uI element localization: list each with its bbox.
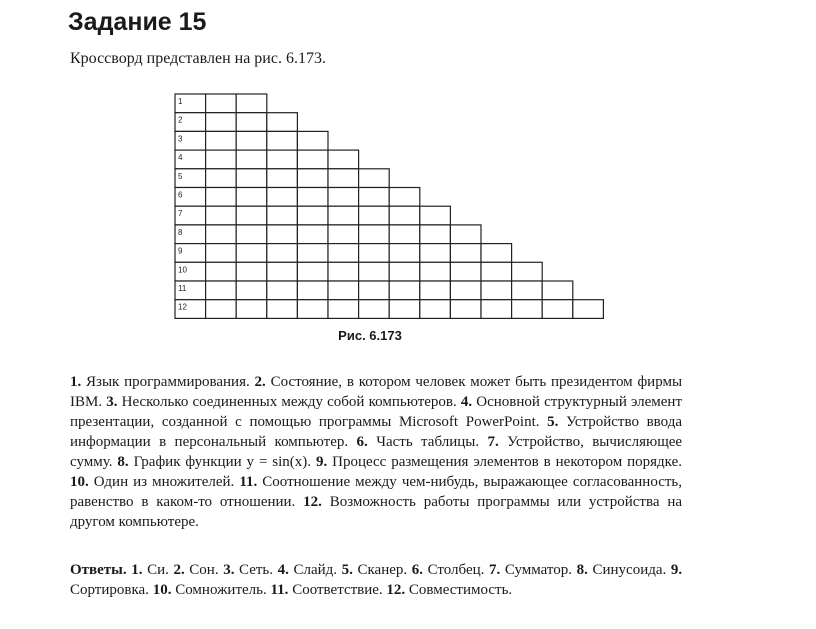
grid-cell bbox=[512, 300, 543, 319]
grid-cell bbox=[542, 300, 573, 319]
grid-cell bbox=[236, 113, 267, 132]
grid-cell bbox=[236, 244, 267, 263]
grid-cell bbox=[297, 300, 328, 319]
row-number-label: 9 bbox=[178, 246, 183, 256]
row-number-label: 8 bbox=[178, 227, 183, 237]
grid-cell bbox=[420, 206, 451, 225]
grid-cell bbox=[573, 300, 604, 319]
answer-number: 5. bbox=[341, 562, 353, 578]
grid-cell bbox=[328, 262, 359, 281]
grid-cell bbox=[206, 300, 237, 319]
answer-text: Сортировка. bbox=[70, 582, 149, 598]
clue-number: 7. bbox=[487, 434, 499, 450]
grid-cell bbox=[297, 206, 328, 225]
grid-cell bbox=[297, 225, 328, 244]
answer-number: 8. bbox=[576, 562, 588, 578]
grid-cell bbox=[450, 225, 481, 244]
clue bbox=[117, 454, 311, 470]
answer bbox=[278, 562, 337, 578]
answer-number: 10. bbox=[152, 582, 172, 598]
answer bbox=[271, 582, 383, 598]
clue-text: Основной структурный элемент презентации, созданной с помощью программы Microsoft PowerPoint. bbox=[70, 394, 683, 430]
answer bbox=[577, 562, 667, 578]
answers-label: Ответы. bbox=[70, 562, 127, 578]
clue-text: Процесс размещения элементов в некотором порядке. bbox=[332, 454, 683, 470]
grid-cell bbox=[236, 281, 267, 300]
answer bbox=[489, 562, 572, 578]
row-number-label: 1 bbox=[178, 97, 183, 106]
grid-cell bbox=[359, 244, 390, 263]
row-number-label: 3 bbox=[178, 134, 183, 144]
grid-cell bbox=[267, 150, 298, 169]
answer-number: 11. bbox=[270, 582, 289, 598]
grid-cell bbox=[297, 150, 328, 169]
row-number-label: 4 bbox=[178, 153, 183, 163]
grid-cell bbox=[450, 262, 481, 281]
answer-text: Совместимость. bbox=[408, 582, 513, 598]
grid-cell bbox=[267, 206, 298, 225]
clue-text: Состояние, в котором человек может быть президентом фирмы IBM. bbox=[70, 374, 683, 410]
grid-cell bbox=[267, 244, 298, 263]
answer-text: Столбец. bbox=[427, 562, 485, 578]
clue-number: 4. bbox=[460, 394, 473, 410]
clue bbox=[70, 474, 234, 490]
grid-cell bbox=[389, 281, 420, 300]
clue-number: 2. bbox=[254, 374, 266, 390]
grid-cell bbox=[481, 300, 512, 319]
clue-text: График функции y = sin(x). bbox=[133, 454, 312, 470]
grid-cell bbox=[481, 281, 512, 300]
grid-cell bbox=[297, 244, 328, 263]
clue bbox=[316, 454, 682, 470]
answer-text: Сеть. bbox=[239, 562, 274, 578]
row-number-label: 6 bbox=[178, 190, 183, 200]
grid-cell bbox=[420, 262, 451, 281]
grid-cell bbox=[328, 206, 359, 225]
grid-cell bbox=[206, 94, 237, 113]
grid-cell bbox=[206, 188, 237, 207]
answer bbox=[412, 562, 485, 578]
grid-cell bbox=[297, 281, 328, 300]
grid-cell bbox=[236, 169, 267, 188]
answer-text: Сумматор. bbox=[504, 562, 573, 578]
grid-cell bbox=[236, 225, 267, 244]
grid-cell bbox=[328, 225, 359, 244]
grid-cell bbox=[267, 300, 298, 319]
grid-cell bbox=[450, 281, 481, 300]
grid-cell bbox=[389, 225, 420, 244]
grid-cell bbox=[481, 262, 512, 281]
clue-text: Часть таблицы. bbox=[376, 434, 480, 450]
row-number-label: 11 bbox=[178, 284, 187, 293]
grid-cell bbox=[359, 281, 390, 300]
clue-number: 1. bbox=[70, 374, 82, 390]
grid-cell bbox=[542, 281, 573, 300]
answer-number: 4. bbox=[277, 562, 289, 578]
grid-cell bbox=[206, 262, 237, 281]
clue-number: 12. bbox=[303, 494, 322, 510]
grid-cell bbox=[206, 131, 237, 150]
clues-paragraph bbox=[70, 372, 682, 532]
clue-number: 5. bbox=[547, 414, 559, 430]
answer-text: Синусоида. bbox=[592, 562, 667, 578]
clue bbox=[106, 394, 457, 410]
answer-text: Слайд. bbox=[293, 562, 338, 578]
grid-cell bbox=[359, 169, 390, 188]
answer-number: 12. bbox=[386, 582, 406, 598]
answers-paragraph bbox=[70, 560, 682, 600]
grid-cell bbox=[206, 169, 237, 188]
grid-cell bbox=[206, 150, 237, 169]
clue-text: Устройство, вычисляющее сумму. bbox=[70, 434, 683, 470]
grid-cell bbox=[481, 244, 512, 263]
grid-cell bbox=[267, 188, 298, 207]
clue bbox=[70, 374, 250, 390]
clue-text: Соотношение между чем-нибудь, выражающее согласованность, равенство в каком-то отношении. bbox=[70, 474, 682, 510]
grid-cell bbox=[389, 262, 420, 281]
answer-number: 6. bbox=[411, 562, 423, 578]
grid-cell bbox=[359, 300, 390, 319]
grid-cell bbox=[359, 206, 390, 225]
grid-cell bbox=[420, 244, 451, 263]
answer-text: Сон. bbox=[189, 562, 219, 578]
grid-cell bbox=[236, 188, 267, 207]
task-title: Задание 15 bbox=[68, 8, 207, 36]
grid-cell bbox=[267, 262, 298, 281]
grid-cell bbox=[389, 244, 420, 263]
answer bbox=[153, 582, 267, 598]
answer bbox=[173, 562, 218, 578]
grid-cell bbox=[267, 169, 298, 188]
grid-cell bbox=[389, 206, 420, 225]
grid-cell bbox=[328, 169, 359, 188]
grid-cell bbox=[206, 281, 237, 300]
grid-cell bbox=[297, 262, 328, 281]
grid-cell bbox=[206, 225, 237, 244]
answer-text: Сомножитель. bbox=[175, 582, 267, 598]
answer bbox=[342, 562, 408, 578]
grid-cell bbox=[236, 206, 267, 225]
answer bbox=[131, 562, 169, 578]
answer bbox=[386, 582, 512, 598]
grid-cell bbox=[420, 300, 451, 319]
grid-cell bbox=[236, 262, 267, 281]
clue-text: Язык программирования. bbox=[86, 374, 250, 390]
row-number-label: 2 bbox=[178, 115, 183, 125]
grid-cell bbox=[267, 225, 298, 244]
clue-text: Один из множителей. bbox=[93, 474, 235, 490]
grid-cell bbox=[236, 94, 267, 113]
clue-number: 3. bbox=[106, 394, 118, 410]
clue-text: Устройство ввода информации в персональный компьютер. bbox=[70, 414, 683, 450]
row-number-label: 10 bbox=[178, 265, 187, 275]
answer-number: 9. bbox=[670, 562, 683, 578]
grid-cell bbox=[359, 225, 390, 244]
row-number-label: 12 bbox=[178, 302, 187, 312]
answer bbox=[223, 562, 273, 578]
clue bbox=[357, 434, 480, 450]
grid-cell bbox=[267, 131, 298, 150]
grid-cell bbox=[297, 169, 328, 188]
clue-text: Несколько соединенных между собой компьютеров. bbox=[121, 394, 457, 410]
grid-cell bbox=[359, 188, 390, 207]
answer-text: Соответствие. bbox=[292, 582, 383, 598]
clue-number: 9. bbox=[315, 454, 328, 470]
clue-text: Возможность работы программы или устройства на другом компьютере. bbox=[70, 494, 683, 530]
grid-cell bbox=[328, 281, 359, 300]
grid-cell bbox=[297, 188, 328, 207]
answer-number: 7. bbox=[489, 562, 501, 578]
figure-caption: Рис. 6.173 bbox=[338, 328, 402, 343]
answer-text: Сканер. bbox=[357, 562, 408, 578]
grid-cell bbox=[420, 281, 451, 300]
grid-cell bbox=[328, 244, 359, 263]
grid-cell bbox=[389, 188, 420, 207]
answer-number: 3. bbox=[223, 562, 235, 578]
grid-cell bbox=[389, 300, 420, 319]
answer-number: 1. bbox=[131, 562, 143, 578]
grid-cell bbox=[359, 262, 390, 281]
answer-number: 2. bbox=[173, 562, 185, 578]
clue-number: 10. bbox=[70, 474, 89, 490]
grid-cell bbox=[328, 150, 359, 169]
grid-cell bbox=[236, 150, 267, 169]
grid-cell bbox=[267, 113, 298, 132]
answer-text: Си. bbox=[147, 562, 169, 578]
grid-cell bbox=[328, 300, 359, 319]
grid-cell bbox=[206, 206, 237, 225]
grid-cell bbox=[328, 188, 359, 207]
grid-cell bbox=[267, 281, 298, 300]
grid-cell bbox=[450, 244, 481, 263]
grid-cell bbox=[512, 262, 543, 281]
grid-cell bbox=[297, 131, 328, 150]
row-number-label: 7 bbox=[178, 209, 183, 219]
clue-number: 6. bbox=[356, 434, 368, 450]
grid-cell bbox=[206, 113, 237, 132]
grid-cell bbox=[236, 300, 267, 319]
grid-cell bbox=[450, 300, 481, 319]
clue-number: 8. bbox=[117, 454, 129, 470]
row-number-label: 5 bbox=[178, 171, 183, 181]
grid-cell bbox=[512, 281, 543, 300]
grid-cell bbox=[420, 225, 451, 244]
intro-text: Кроссворд представлен на рис. 6.173. bbox=[70, 50, 326, 67]
grid-cell bbox=[236, 131, 267, 150]
clue-number: 11. bbox=[239, 474, 258, 490]
grid-cell bbox=[206, 244, 237, 263]
